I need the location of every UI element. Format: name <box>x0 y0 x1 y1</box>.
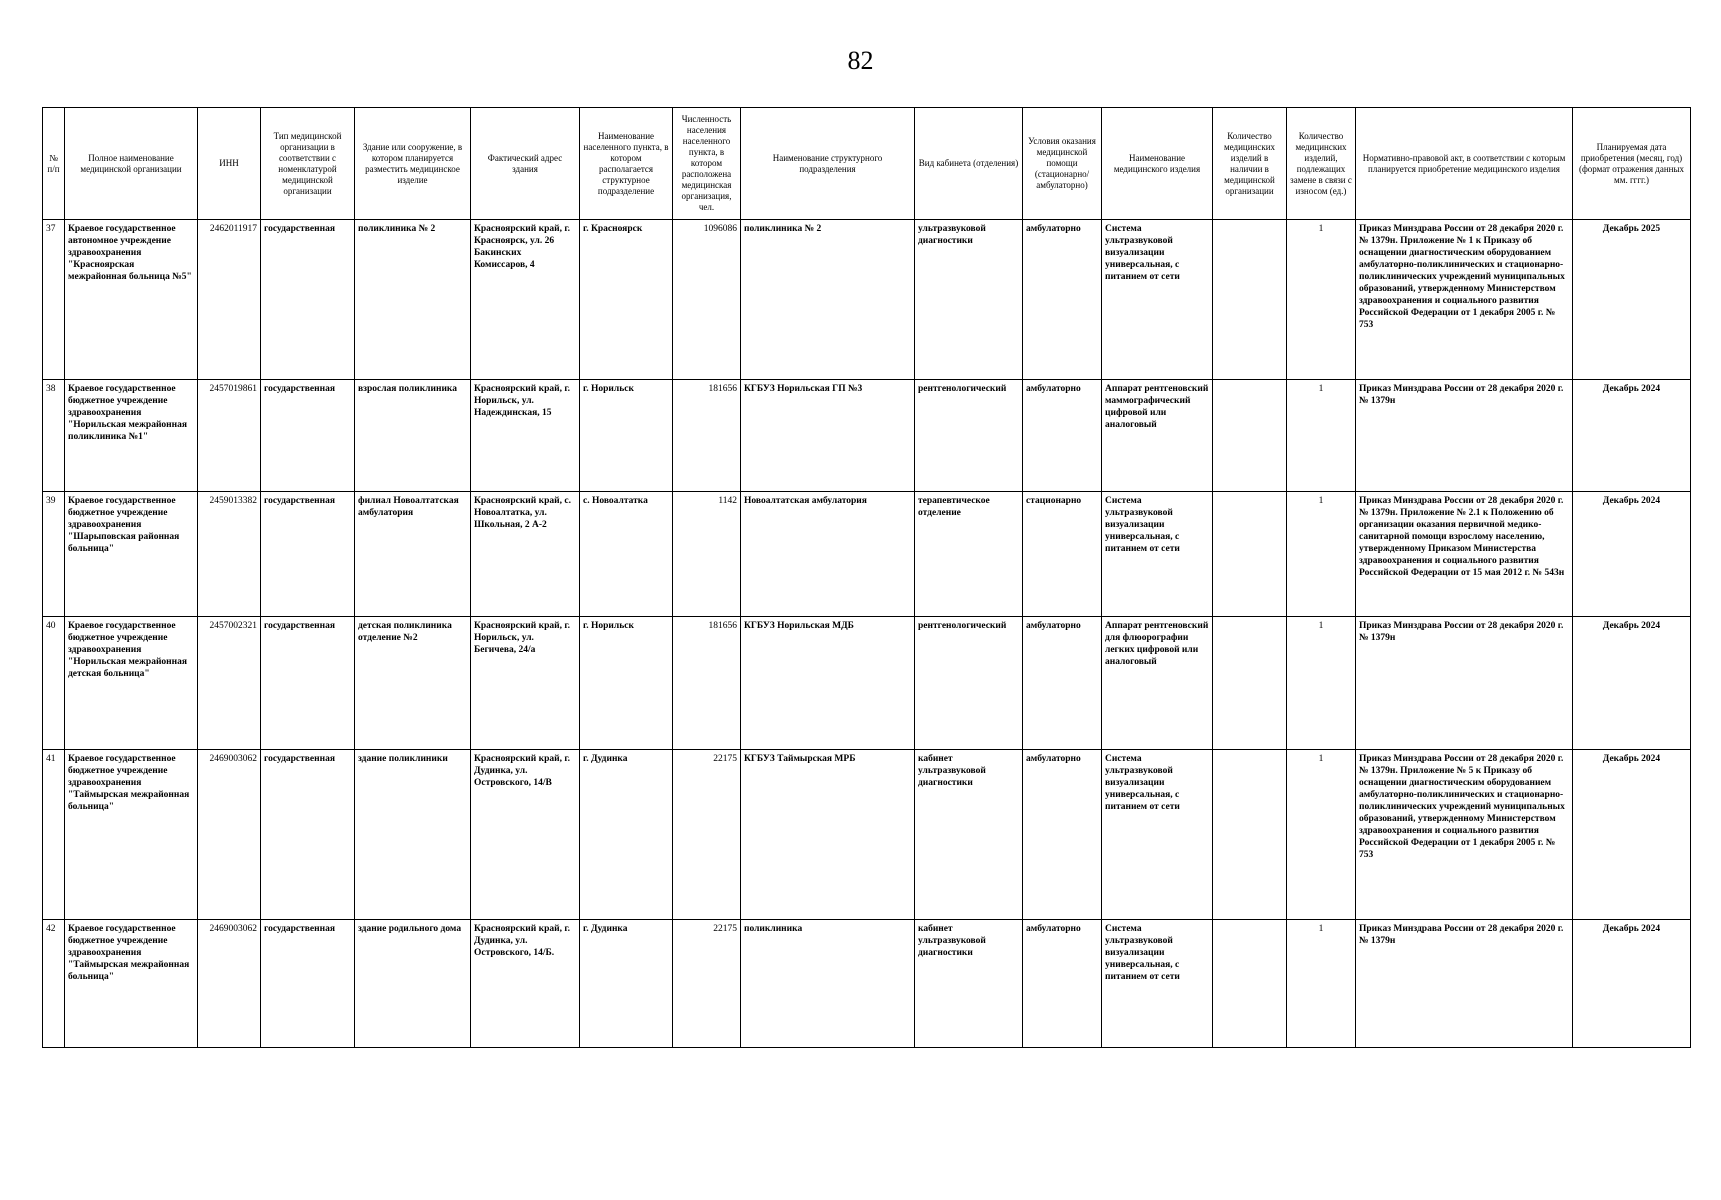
cell-address: Красноярский край, г. Норильск, ул. Бегичева, 24/а <box>471 617 580 750</box>
header-locality: Наименование населенного пункта, в котором располагается структурное подразделение <box>580 108 673 220</box>
cell-conditions: амбулаторно <box>1023 920 1102 1048</box>
cell-act: Приказ Минздрава России от 28 декабря 2020 г. № 1379н. Приложение № 5 к Приказу об оснащении диагностическим оборудованием амбулаторно-поликлинических и стационарно-поликлинических учреждений муниципальных образований, утвержденному Министерством здравоохранения и социального развития Российской Федерации от 1 декабря 2005 г. № 753 <box>1356 750 1573 920</box>
header-date: Планируемая дата приобретения (месяц, год) (формат отражения данных мм. гггг.) <box>1573 108 1691 220</box>
cell-inn: 2469003062 <box>198 920 261 1048</box>
cell-address: Красноярский край, г. Дудинка, ул. Островского, 14/Б. <box>471 920 580 1048</box>
cell-population: 22175 <box>673 750 741 920</box>
table-row <box>43 492 1691 617</box>
cell-org: Краевое государственное бюджетное учреждение здравоохранения "Норильская межрайонная поликлиника №1" <box>65 380 198 492</box>
cell-qty-have <box>1213 617 1287 750</box>
cell-cabinet: рентгенологический <box>915 617 1023 750</box>
cell-inn: 2459013382 <box>198 492 261 617</box>
cell-qty-have <box>1213 492 1287 617</box>
table-row <box>43 220 1691 380</box>
cell-population: 181656 <box>673 380 741 492</box>
header-qty-have: Количество медицинских изделий в наличии в медицинской организации <box>1213 108 1287 220</box>
cell-unit: поликлиника № 2 <box>741 220 915 380</box>
cell-act: Приказ Минздрава России от 28 декабря 2020 г. № 1379н <box>1356 617 1573 750</box>
cell-type: государственная <box>261 380 355 492</box>
cell-device: Система ультразвуковой визуализации универсальная, с питанием от сети <box>1102 920 1213 1048</box>
cell-unit: КГБУЗ Таймырская МРБ <box>741 750 915 920</box>
cell-act: Приказ Минздрава России от 28 декабря 2020 г. № 1379н <box>1356 380 1573 492</box>
cell-conditions: стационарно <box>1023 492 1102 617</box>
cell-date: Декабрь 2024 <box>1573 750 1691 920</box>
page-number: 82 <box>847 46 874 75</box>
cell-qty-have <box>1213 380 1287 492</box>
cell-num: 41 <box>43 750 65 920</box>
header-address: Фактический адрес здания <box>471 108 580 220</box>
cell-date: Декабрь 2024 <box>1573 492 1691 617</box>
table-row <box>43 380 1691 492</box>
header-conditions: Условия оказания медицинской помощи (стационарно/ амбулаторно) <box>1023 108 1102 220</box>
equipment-register-table <box>42 107 1691 1048</box>
cell-type: государственная <box>261 750 355 920</box>
cell-org: Краевое государственное бюджетное учреждение здравоохранения "Таймырская межрайонная больница" <box>65 920 198 1048</box>
cell-type: государственная <box>261 920 355 1048</box>
cell-qty-replace: 1 <box>1287 492 1356 617</box>
cell-date: Декабрь 2024 <box>1573 617 1691 750</box>
cell-locality: г. Дудинка <box>580 750 673 920</box>
header-inn: ИНН <box>198 108 261 220</box>
cell-conditions: амбулаторно <box>1023 220 1102 380</box>
cell-qty-replace: 1 <box>1287 617 1356 750</box>
cell-building: филиал Новоалтатская амбулатория <box>355 492 471 617</box>
cell-address: Красноярский край, г. Норильск, ул. Надеждинская, 15 <box>471 380 580 492</box>
cell-num: 39 <box>43 492 65 617</box>
table-row <box>43 920 1691 1048</box>
cell-cabinet: ультразвуковой диагностики <box>915 220 1023 380</box>
cell-building: взрослая поликлиника <box>355 380 471 492</box>
cell-act: Приказ Минздрава России от 28 декабря 2020 г. № 1379н. Приложение № 2.1 к Положению об организации оказания первичной медико-санитарной помощи взрослому населению, утвержденному Приказом Министерства здравоохранения и социального развития Российской Федерации от 15 мая 2012 г. № 543н <box>1356 492 1573 617</box>
table-row <box>43 750 1691 920</box>
cell-inn: 2469003062 <box>198 750 261 920</box>
cell-type: государственная <box>261 617 355 750</box>
header-type: Тип медицинской организации в соответствии с номенклатурой медицинской организации <box>261 108 355 220</box>
cell-type: государственная <box>261 220 355 380</box>
cell-device: Аппарат рентгеновский для флюорографии легких цифровой или аналоговый <box>1102 617 1213 750</box>
cell-num: 38 <box>43 380 65 492</box>
cell-unit: поликлиника <box>741 920 915 1048</box>
header-population: Численность населения населенного пункта, в котором расположена медицинская организация, чел. <box>673 108 741 220</box>
header-num: № п/п <box>43 108 65 220</box>
cell-inn: 2457002321 <box>198 617 261 750</box>
cell-population: 22175 <box>673 920 741 1048</box>
cell-type: государственная <box>261 492 355 617</box>
cell-conditions: амбулаторно <box>1023 380 1102 492</box>
cell-device: Система ультразвуковой визуализации универсальная, с питанием от сети <box>1102 750 1213 920</box>
cell-qty-replace: 1 <box>1287 380 1356 492</box>
cell-cabinet: терапевтическое отделение <box>915 492 1023 617</box>
cell-act: Приказ Минздрава России от 28 декабря 2020 г. № 1379н <box>1356 920 1573 1048</box>
cell-population: 1142 <box>673 492 741 617</box>
cell-cabinet: кабинет ультразвуковой диагностики <box>915 920 1023 1048</box>
cell-cabinet: рентгенологический <box>915 380 1023 492</box>
cell-date: Декабрь 2024 <box>1573 380 1691 492</box>
cell-locality: г. Красноярск <box>580 220 673 380</box>
cell-address: Красноярский край, с. Новоалтатка, ул. Школьная, 2 А-2 <box>471 492 580 617</box>
cell-locality: г. Дудинка <box>580 920 673 1048</box>
cell-unit: Новоалтатская амбулатория <box>741 492 915 617</box>
cell-building: детская поликлиника отделение №2 <box>355 617 471 750</box>
header-act: Нормативно-правовой акт, в соответствии с которым планируется приобретение медицинского изделия <box>1356 108 1573 220</box>
cell-org: Краевое государственное бюджетное учреждение здравоохранения "Шарыповская районная больница" <box>65 492 198 617</box>
cell-device: Система ультразвуковой визуализации универсальная, с питанием от сети <box>1102 220 1213 380</box>
header-org: Полное наименование медицинской организации <box>65 108 198 220</box>
cell-num: 37 <box>43 220 65 380</box>
cell-org: Краевое государственное бюджетное учреждение здравоохранения "Норильская межрайонная детская больница" <box>65 617 198 750</box>
cell-unit: КГБУЗ Норильская МДБ <box>741 617 915 750</box>
cell-qty-have <box>1213 920 1287 1048</box>
cell-population: 181656 <box>673 617 741 750</box>
cell-device: Аппарат рентгеновский маммографический цифровой или аналоговый <box>1102 380 1213 492</box>
cell-building: поликлиника № 2 <box>355 220 471 380</box>
header-building: Здание или сооружение, в котором планируется разместить медицинское изделие <box>355 108 471 220</box>
cell-building: здание поликлиники <box>355 750 471 920</box>
cell-address: Красноярский край, г. Дудинка, ул. Островского, 14/В <box>471 750 580 920</box>
cell-population: 1096086 <box>673 220 741 380</box>
cell-org: Краевое государственное бюджетное учреждение здравоохранения "Таймырская межрайонная больница" <box>65 750 198 920</box>
cell-cabinet: кабинет ультразвуковой диагностики <box>915 750 1023 920</box>
cell-org: Краевое государственное автономное учреждение здравоохранения "Красноярская межрайонная больница №5" <box>65 220 198 380</box>
cell-date: Декабрь 2024 <box>1573 920 1691 1048</box>
cell-inn: 2457019861 <box>198 380 261 492</box>
cell-qty-replace: 1 <box>1287 750 1356 920</box>
cell-locality: с. Новоалтатка <box>580 492 673 617</box>
header-unit: Наименование структурного подразделения <box>741 108 915 220</box>
cell-device: Система ультразвуковой визуализации универсальная, с питанием от сети <box>1102 492 1213 617</box>
header-cabinet: Вид кабинета (отделения) <box>915 108 1023 220</box>
cell-inn: 2462011917 <box>198 220 261 380</box>
cell-qty-have <box>1213 750 1287 920</box>
cell-conditions: амбулаторно <box>1023 617 1102 750</box>
cell-qty-replace: 1 <box>1287 220 1356 380</box>
cell-act: Приказ Минздрава России от 28 декабря 2020 г. № 1379н. Приложение № 1 к Приказу об оснащении диагностическим оборудованием амбулаторно-поликлинических и стационарно-поликлинических учреждений муниципальных образований, утвержденному Министерством здравоохранения и социального развития Российской Федерации от 1 декабря 2005 г. № 753 <box>1356 220 1573 380</box>
cell-num: 40 <box>43 617 65 750</box>
cell-unit: КГБУЗ Норильская ГП №3 <box>741 380 915 492</box>
cell-building: здание родильного дома <box>355 920 471 1048</box>
cell-address: Красноярский край, г. Красноярск, ул. 26 Бакинских Комиссаров, 4 <box>471 220 580 380</box>
header-device: Наименование медицинского изделия <box>1102 108 1213 220</box>
header-qty-replace: Количество медицинских изделий, подлежащих замене в связи с износом (ед.) <box>1287 108 1356 220</box>
cell-qty-replace: 1 <box>1287 920 1356 1048</box>
cell-num: 42 <box>43 920 65 1048</box>
cell-date: Декабрь 2025 <box>1573 220 1691 380</box>
table-row <box>43 617 1691 750</box>
cell-locality: г. Норильск <box>580 617 673 750</box>
cell-conditions: амбулаторно <box>1023 750 1102 920</box>
table-header-row <box>43 108 1691 220</box>
cell-locality: г. Норильск <box>580 380 673 492</box>
cell-qty-have <box>1213 220 1287 380</box>
